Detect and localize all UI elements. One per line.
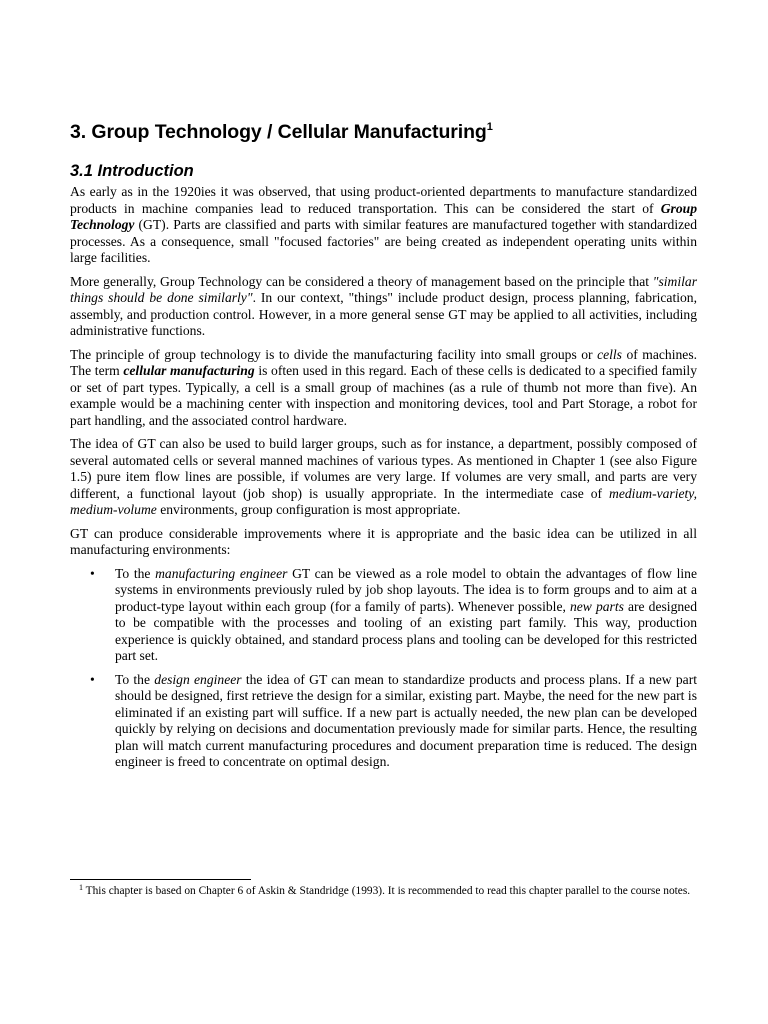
subsection-heading: 3.1 Introduction	[70, 162, 194, 180]
footnote-text: This chapter is based on Chapter 6 of Askin & Standridge (1993). It is recommended to read this chapter parallel to the course notes.	[85, 885, 691, 897]
paragraph-5-text: GT can produce considerable improvements where it is appropriate and the basic idea can be utilized in all manufacturing environments:	[70, 525, 697, 557]
heading-footnote-mark: 1	[486, 121, 493, 133]
list-item-text-end: are designed to be compatible with the processes and tooling of an existing part family. This way, production experience is quickly obtained, and standard process plans and tooling can be developed for this restricted part set.	[115, 598, 697, 663]
section-heading-text: 3. Group Technology / Cellular Manufacturing	[70, 121, 487, 143]
paragraph-2-text-cont: . In our context, "things" include product design, process planning, fabrication, assembly, and production control. However, in a more general sense GT may be applied to all activities, including administrative functions.	[70, 290, 697, 338]
paragraph-3-text: The principle of group technology is to divide the manufacturing facility into small groups or	[70, 346, 598, 362]
paragraph-3-text-cont: of machines. The term	[70, 346, 698, 378]
paragraph-3	[70, 347, 697, 430]
paragraph-1-text: As early as in the 1920ies it was observed, that using product-oriented departments to manufacture standardized products in machine companies lead to reduced transportation. This can be considered the start of	[70, 184, 697, 216]
body-text	[70, 184, 697, 778]
footnote-mark: 1	[79, 883, 83, 892]
paragraph-4-text: The idea of GT can also be used to build larger groups, such as for instance, a department, possibly composed of several automated cells or several manned machines of various types. As mentioned in Chapter 1 (see also Figure 1.5) pure item flow lines are possible, if volumes are very large. If volumes are very small, and parts are very different, a functional layout (job shop) is usually appropriate. In the intermediate case of	[70, 436, 697, 501]
term-manufacturing-engineer: manufacturing engineer	[155, 565, 288, 581]
paragraph-2	[70, 274, 697, 340]
list-item	[70, 672, 697, 771]
paragraph-4	[70, 436, 697, 519]
term-cellular-manufacturing: cellular manufacturing	[123, 363, 255, 378]
bullet-list	[70, 566, 697, 771]
section-heading	[70, 121, 493, 144]
quote-similar-things: "similar things should be done similarly"	[70, 273, 697, 305]
footnote	[70, 884, 697, 898]
paragraph-1-text-cont: (GT). Parts are classified and parts with similar features are manufactured together with standardized processes. As a consequence, small "focused factories" are being created as independent operating units within large facilities.	[70, 217, 697, 265]
bullet-marker: •	[90, 671, 95, 687]
list-item	[70, 566, 697, 665]
paragraph-4-text-cont: environments, group configuration is most appropriate.	[156, 502, 461, 517]
footnote-divider	[70, 879, 251, 880]
list-item-text: To the	[115, 671, 155, 687]
paragraph-1	[70, 184, 697, 267]
list-item-text: To the	[115, 565, 156, 581]
term-group-technology: Group Technology	[70, 200, 697, 232]
list-item-text-cont: the idea of GT can mean to standardize products and process plans. If a new part should be designed, first retrieve the design for a similar, existing part. Maybe, the need for the new part is eliminated if an existing part will suffice. If a new part is actually needed, the new plan can be developed quickly by relying on decisions and documentation previously made for similar parts. Hence, the resulting plan will match current manufacturing procedures and document preparation time is reduced. The design engineer is freed to concentrate on optimal design.	[115, 671, 697, 769]
bullet-marker: •	[90, 565, 95, 581]
term-medium-variety: medium-variety, medium-volume	[70, 485, 697, 517]
term-new-parts: new parts	[569, 598, 624, 614]
paragraph-2-text: More generally, Group Technology can be considered a theory of management based on the principle that	[70, 273, 653, 289]
paragraph-5	[70, 526, 697, 559]
term-cells: cells	[597, 346, 622, 362]
list-item-text-cont: GT can be viewed as a role model to obtain the advantages of flow line systems in environments previously ruled by job shop layouts. The idea is to form groups and to aim at a product-type layout within each group (for a family of parts). Whenever possible,	[115, 565, 697, 614]
term-design-engineer: design engineer	[154, 671, 242, 687]
paragraph-3-text-end: is often used in this regard. Each of these cells is dedicated to a specified family or set of part types. Typically, a cell is a small group of machines (as a rule of thumb not more than five). An example would be a machining center with inspection and monitoring devices, tool and Part Storage, a robot for part handling, and the associated control hardware.	[70, 363, 697, 428]
